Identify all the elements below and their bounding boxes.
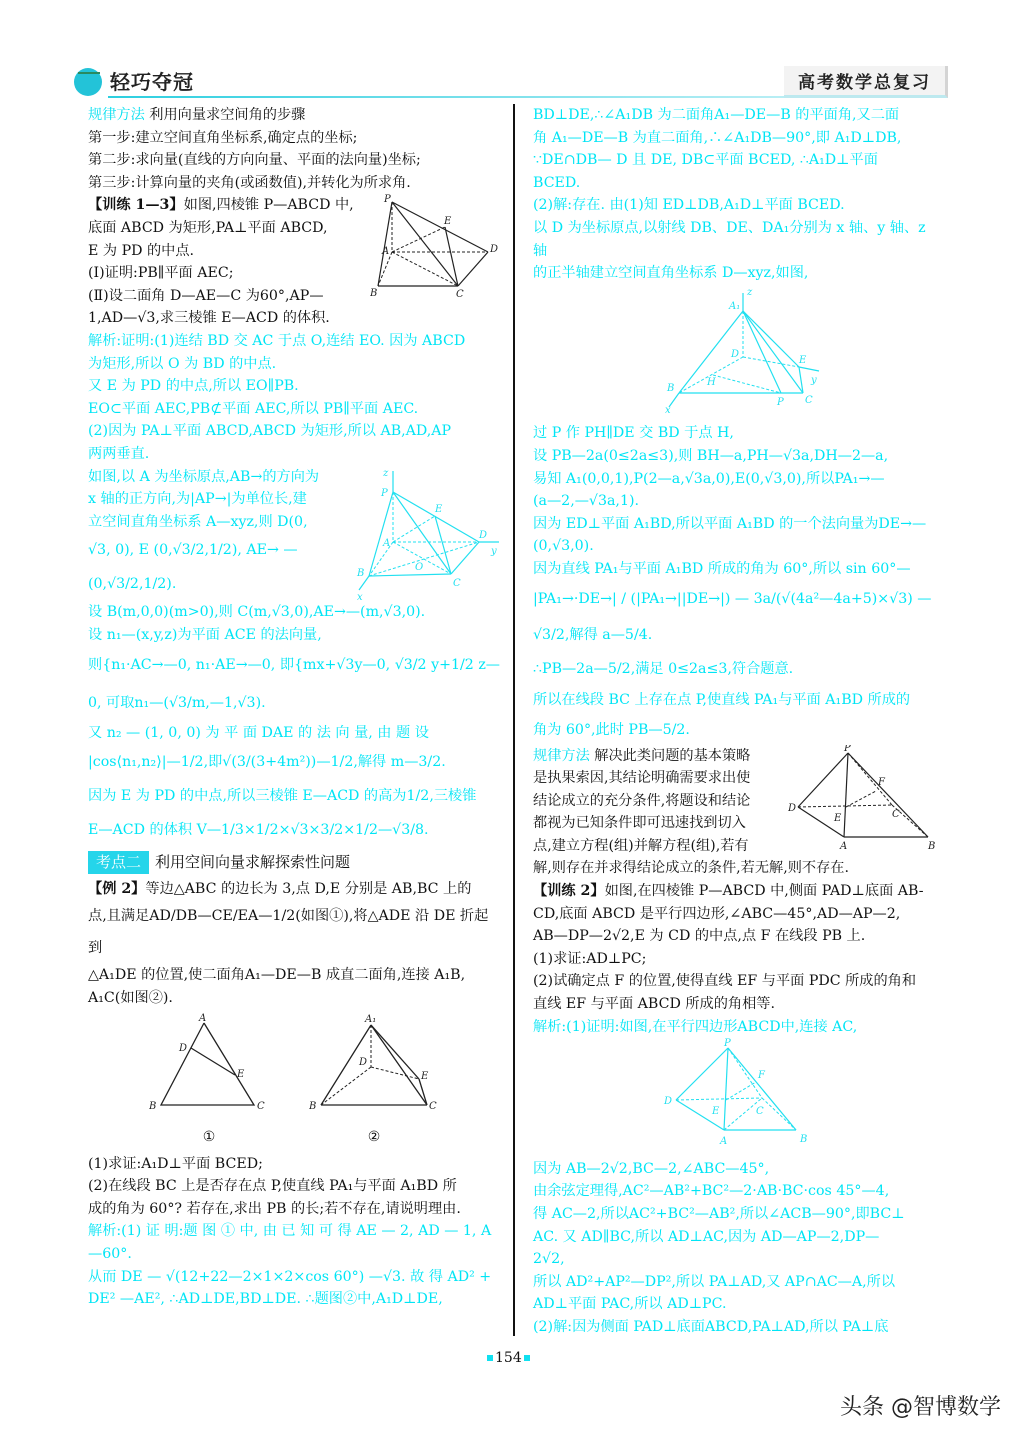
question-line: (1)求证:A₁D⊥平面 BCED; <box>88 1155 263 1172</box>
training2-line: (2)试确定点 F 的位置,使得直线 EF 与平面 PDC 所成的角和 <box>533 973 917 990</box>
example2-figures <box>88 1013 500 1148</box>
svg-text:P: P <box>384 194 391 206</box>
training-label: 【训练 1—3】 <box>88 197 184 214</box>
svg-text:A: A <box>840 840 848 852</box>
crown-icon <box>78 62 100 74</box>
svg-text:E: E <box>237 1069 245 1081</box>
svg-text:P: P <box>723 1038 731 1050</box>
watermark: 头条 @智博数学 <box>840 1395 1001 1420</box>
svg-text:z: z <box>383 467 389 479</box>
section-title: 利用空间向量求解探索性问题 <box>155 853 351 872</box>
training2-line: (1)求证:AD⊥PC; <box>533 950 647 967</box>
svg-text:C: C <box>257 1101 265 1113</box>
svg-text:F: F <box>878 776 885 788</box>
svg-text:B: B <box>149 1101 157 1113</box>
page-number: 154 <box>485 1350 532 1366</box>
svg-text:D: D <box>663 1096 672 1108</box>
svg-text:H: H <box>706 376 716 388</box>
svg-text:O: O <box>415 561 424 573</box>
svg-text:B: B <box>370 288 378 300</box>
coord-block: 如图,以 A 为坐标原点,AB→的方向为 x 轴的正方向,为|AP→|为单位长,建 立空间直角坐标系 A—xyz,则 D(0, √3, 0), E (0,√3/2,1/2), AE→ — (0,√3/2,1/2). z P E A D y O B C x <box>88 466 500 602</box>
svg-text:B: B <box>799 1134 807 1146</box>
training13-line: (Ⅰ)证明:PB∥平面 AEC; <box>88 265 234 282</box>
svg-text:y: y <box>810 374 817 386</box>
example2-solution: 解析:(1) 证 明:题 图 ① 中, 由 已 知 可 得 AE — 2, AD — 1, A —60°. 从而 DE — √(12+22—2×1×2×cos 60°) —√3. 故 得 AD² + DE² —AE², ∴AD⊥DE,BD⊥DE. ∴题图②中,A₁D⊥DE, <box>88 1223 492 1308</box>
column-divider <box>513 104 515 1336</box>
brand-name: 轻巧夺冠 <box>110 70 194 94</box>
book-title: 高考数学总复习 <box>784 66 948 98</box>
svg-text:E: E <box>798 354 806 366</box>
training-label: 【训练 2】 <box>533 883 605 900</box>
header-rule <box>108 96 808 98</box>
folded-triangle-figure-2 <box>309 1013 439 1118</box>
svg-text:A₁: A₁ <box>728 300 740 312</box>
svg-text:D: D <box>179 1043 188 1055</box>
svg-text:D: D <box>479 529 488 541</box>
training2-line: 【训练 2】如图,在四棱锥 P—ABCD 中,侧面 PAD⊥底面 AB- <box>533 883 924 900</box>
svg-text:y: y <box>491 545 497 557</box>
svg-text:A: A <box>199 1013 207 1025</box>
right-column: BD⊥DE,∴∠A₁DB 为二面角A₁—DE—B 的平面角,又二面 角 A₁—DE—B 为直二面角,∴∠A₁DB—90°,即 A₁D⊥DB, ∵DE∩DB— D 且 DE, DB⊂平面 BCED, ∴A₁D⊥平面 BCED. (2)解:存在. 由(1)知 ED⊥DB,A₁D⊥平面 BCED. 以 D 为坐标原点,以射线 DB、DE、DA₁分别为 x 轴、y 轴、z 轴 的正半轴建立空间直角坐标系 D—xyz,如图, A₁ z D E y H B x P C 过 P 作 PH∥DE 交 BD 于点 H, 设 PB—2a(0≤2a≤3),则 BH—a,PH—√3a,DH—2—a, 易知 A₁(0,0,1),P(2—a,√3a,0),E(0,√3,0),所以PA₁→— (a—2,—√3a,1). 因为 ED⊥平面 A₁BD,所以平面 A₁BD 的一个法向量为DE→— (0,√3,0). 因为直线 PA₁与平面 A₁BD 所成的角为 60°,所以 sin 60°— |PA₁→·DE→| / (|PA₁→||DE→|) — 3a/(√(4a²—4a+5)×√3) —√3/2,解得 a—5/4. ∴PB—2a—5/2,满足 0≤2a≤3,符合题意. 所以在线段 BC 上存在点 P,使直线 PA₁与平面 A₁BD 所成的 角为 60°,此时 PB—5/2. 规律方法 解决此类问题的基本策略 是执果索因,其结论明确需要求出使 结论成立的充分条件,将题设和结论 都视为已知条件即可迅速找到切入 点,建立方程(组)并解方程(组),若有 P F D E C A B 解,则存在并求得结论成立的条件,若无解,则不存在. 【训练 2】如图,在四棱锥 P—ABCD 中,侧面 PAD⊥底面 AB- CD,底面 ABCD 是平行四边形,∠ABC—45°,AD—AP—2, AB—DP—2√2,E 为 CD 的中点,点 F 在线段 PB 上. (1)求证:AD⊥PC; (2)试确定点 F 的位置,使得直线 EF 与平面 PDC 所成的角和 直线 EF 与平面 ABCD 所成的角相等. 解析:(1)证明:如图,在平行四边形ABCD中,连接 AC, P F D E C A B 因为 AB—2√2,BC—2,∠ABC—45°, 由余弦定理得,AC²—AB²+BC²—2·AB·BC·cos 45°—4, 得 AC—2,所以AC²+BC²—AB²,所以∠ACB—90°,即BC⊥ AC. 又 AD∥BC,所以 AD⊥AC,因为 AD—AP—2,DP— 2√2, 所以 AD²+AP²—DP²,所以 PA⊥AD,又 AP∩AC—A,所以 AD⊥平面 PAC,所以 AD⊥PC. (2)解:因为侧面 PAD⊥底面ABCD,PA⊥AD,所以 PA⊥底 <box>533 104 938 1339</box>
method-step: 第一步:建立空间直角坐标系,确定点的坐标; <box>88 129 358 146</box>
svg-text:E: E <box>435 503 443 515</box>
svg-text:P: P <box>776 396 784 408</box>
training13-line: 1,AD—√3,求三棱锥 E—ACD 的体积. <box>88 310 330 327</box>
example2-line: △A₁DE 的位置,使二面角A₁—DE—B 成直二面角,连接 A₁B, <box>88 967 466 984</box>
svg-text:C: C <box>892 808 900 820</box>
figure-caption: ② <box>367 1129 381 1146</box>
example-label: 【例 2】 <box>88 880 146 897</box>
training13-line: 底面 ABCD 为矩形,PA⊥平面 ABCD, <box>88 219 328 236</box>
method-step: 第三步:计算向量的夹角(或函数值),并转化为所求角. <box>88 174 411 191</box>
svg-text:E: E <box>421 1071 429 1083</box>
svg-text:P: P <box>381 487 388 499</box>
svg-text:C: C <box>804 394 813 406</box>
section-badge: 考点二 <box>88 851 149 874</box>
question-line: 成的角为 60°? 若存在,求出 PB 的长;若不存在,请说明理由. <box>88 1200 461 1217</box>
svg-text:C: C <box>755 1106 764 1118</box>
method-title: 利用向量求空间角的步骤 <box>149 107 306 123</box>
svg-text:E: E <box>834 812 842 824</box>
figure-caption: ① <box>202 1129 216 1146</box>
coordinate-pyramid-figure <box>355 466 500 601</box>
training2-solution-head: 解析:(1)证明:如图,在平行四边形ABCD中,连接 AC, <box>533 1018 858 1035</box>
method-step: 第二步:求向量(直线的方向向量、平面的法向量)坐标; <box>88 152 421 169</box>
training13-line: E 为 PD 的中点. <box>88 242 195 259</box>
training2-line: AB—DP—2√2,E 为 CD 的中点,点 F 在线段 PB 上. <box>533 928 866 945</box>
svg-text:B: B <box>928 840 936 852</box>
svg-text:B: B <box>357 567 365 579</box>
svg-text:D: D <box>788 802 797 814</box>
method-tag: 规律方法 <box>533 747 590 764</box>
svg-text:A: A <box>382 246 390 258</box>
triangle-figure-1 <box>149 1013 269 1118</box>
training13-line: 【训练 1—3】如图,四棱锥 P—ABCD 中, <box>88 197 354 214</box>
svg-text:A: A <box>383 537 391 549</box>
page-header <box>68 62 948 102</box>
svg-text:P: P <box>844 744 851 754</box>
svg-text:E: E <box>711 1106 719 1118</box>
example2-line: 点,且满足AD/DB—CE/EA—1/2(如图①),将△ADE 沿 DE 折起到 <box>88 908 489 957</box>
method2-block: 规律方法 解决此类问题的基本策略 是执果索因,其结论明确需要求出使 结论成立的充分条件,将题设和结论 都视为已知条件即可迅速找到切入 点,建立方程(组)并解方程(组),若有 P F D E C A B <box>533 745 938 858</box>
example2-line: A₁C(如图②). <box>88 989 173 1006</box>
folded-coordinate-figure <box>651 285 821 415</box>
training13-line: (Ⅱ)设二面角 D—AE—C 为60°,AP— <box>88 287 324 304</box>
pyramid-figure-1 <box>370 194 500 299</box>
question-line: (2)在线段 BC 上是否存在点 P,使直线 PA₁与平面 A₁BD 所 <box>88 1178 457 1195</box>
section-heading <box>88 851 500 874</box>
svg-text:x: x <box>357 591 363 601</box>
svg-text:B: B <box>666 382 674 394</box>
training2-line: 直线 EF 与平面 ABCD 所成的角相等. <box>533 996 775 1013</box>
svg-text:C: C <box>453 577 461 589</box>
method-heading <box>88 104 500 127</box>
svg-text:C: C <box>429 1101 437 1113</box>
left-column <box>88 104 500 1311</box>
svg-text:A: A <box>719 1136 727 1148</box>
solution13: 解析:证明:(1)连结 BD 交 AC 于点 O,连结 EO. 因为 ABCD 为矩形,所以 O 为 BD 的中点. 又 E 为 PD 的中点,所以 EO∥PB. EO⊂平面 AEC,PB⊄平面 AEC,所以 PB∥平面 AEC. (2)因为 PA⊥平面 ABCD,ABCD 为矩形,所以 AB,AD,AP 两两垂直. 如图,以 A 为坐标原点,AB→的方向为 x 轴的正方向,为|AP→|为单位长,建 立空间直角坐标系 A—xyz,则 D(0, √3, 0), E (0,√3/2,1/2), AE→ — (0,√3/2,1/2). z P E A D y O B C x 设 B(m,0,0)(m>0),则 C(m,√3,0),AE→—(m,√3,0). 设 n₁—(x,y,z)为平面 ACE 的法向量, 则{n₁·AC→—0, n₁·AE→—0, 即{mx+√3y—0, √3/2 y+1/2 z—0, 可取n₁—(√3/m,—1,√3). 又 n₂ — (1, 0, 0) 为 平 面 DAE 的 法 向 量, 由 题 设 |cos⟨n₁,n₂⟩|—1/2,即√(3/(3+4m²))—1/2,解得 m—3/2. 因为 E 为 PD 的中点,所以三棱锥 E—ACD 的高为1/2,三棱锥 E—ACD 的体积 V—1/3×1/2×√3×3/2×1/2—√3/8. <box>88 332 500 839</box>
pyramid-figure-training2 <box>656 1038 816 1150</box>
svg-text:A₁: A₁ <box>365 1014 377 1026</box>
svg-text:E: E <box>444 216 452 228</box>
pyramid-figure-method <box>788 745 938 855</box>
training2-line: CD,底面 ABCD 是平行四边形,∠ABC—45°,AD—AP—2, <box>533 905 901 922</box>
example2-line: 【例 2】等边△ABC 的边长为 3,点 D,E 分别是 AB,BC 上的 <box>88 880 472 897</box>
solution-continued: BD⊥DE,∴∠A₁DB 为二面角A₁—DE—B 的平面角,又二面 角 A₁—DE—B 为直二面角,∴∠A₁DB—90°,即 A₁D⊥DB, ∵DE∩DB— D 且 DE, DB⊂平面 BCED, ∴A₁D⊥平面 BCED. (2)解:存在. 由(1)知 ED⊥DB,A₁D⊥平面 BCED. 以 D 为坐标原点,以射线 DB、DE、DA₁分别为 x 轴、y 轴、z 轴 的正半轴建立空间直角坐标系 D—xyz,如图, <box>533 107 926 282</box>
method-tag: 规律方法 <box>88 107 145 123</box>
svg-text:C: C <box>456 289 464 300</box>
svg-text:D: D <box>359 1057 368 1069</box>
svg-text:D: D <box>730 348 739 360</box>
training13-block <box>88 194 500 307</box>
training2-solution: 因为 AB—2√2,BC—2,∠ABC—45°, 由余弦定理得,AC²—AB²+BC²—2·AB·BC·cos 45°—4, 得 AC—2,所以AC²+BC²—AB²,所以∠ACB—90°,即BC⊥ AC. 又 AD∥BC,所以 AD⊥AC,因为 AD—AP—2,DP— 2√2, 所以 AD²+AP²—DP²,所以 PA⊥AD,又 AP∩AC—A,所以 AD⊥平面 PAC,所以 AD⊥PC. (2)解:因为侧面 PAD⊥底面ABCD,PA⊥AD,所以 PA⊥底 <box>533 1160 905 1335</box>
svg-text:z: z <box>746 286 752 298</box>
solution-continued-2: 过 P 作 PH∥DE 交 BD 于点 H, 设 PB—2a(0≤2a≤3),则 BH—a,PH—√3a,DH—2—a, 易知 A₁(0,0,1),P(2—a,√3a,0),E(0,√3,0),所以PA₁→— (a—2,—√3a,1). 因为 ED⊥平面 A₁BD,所以平面 A₁BD 的一个法向量为DE→— (0,√3,0). 因为直线 PA₁与平面 A₁BD 所成的角为 60°,所以 sin 60°— |PA₁→·DE→| / (|PA₁→||DE→|) — 3a/(√(4a²—4a+5)×√3) —√3/2,解得 a—5/4. ∴PB—2a—5/2,满足 0≤2a≤3,符合题意. 所以在线段 BC 上存在点 P,使直线 PA₁与平面 A₁BD 所成的 角为 60°,此时 PB—5/2. <box>533 425 932 738</box>
svg-text:x: x <box>664 404 671 415</box>
svg-text:B: B <box>309 1101 317 1113</box>
svg-text:F: F <box>757 1070 765 1082</box>
svg-text:D: D <box>490 244 499 256</box>
